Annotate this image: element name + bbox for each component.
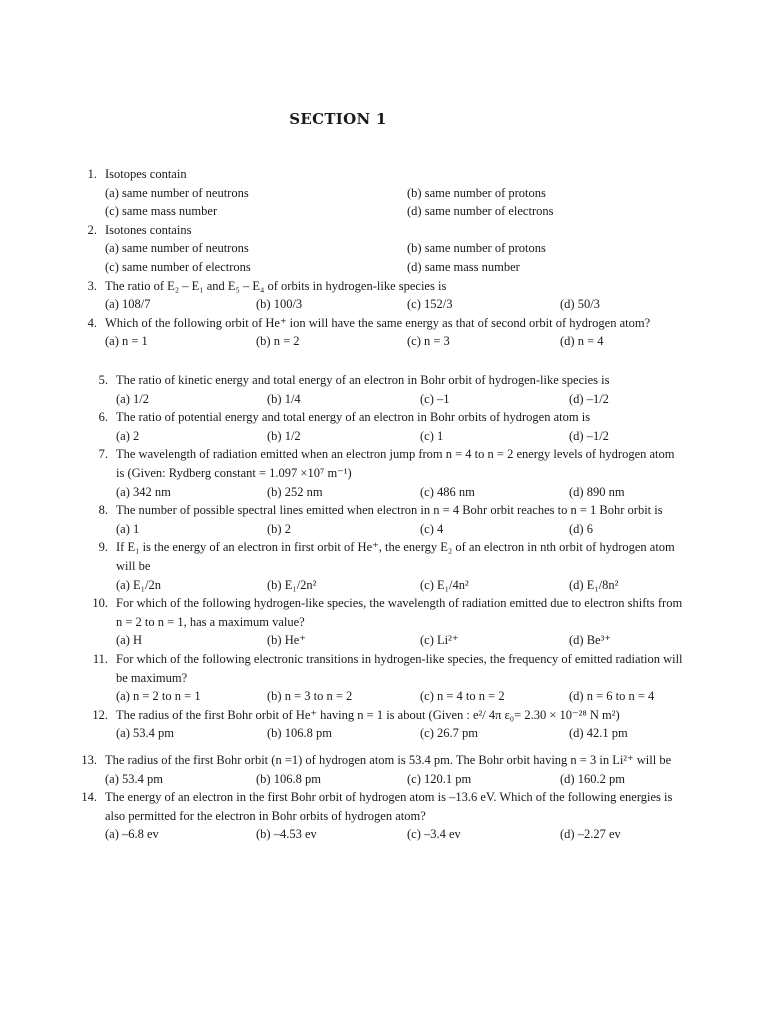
question [0,706,720,743]
answer-option[interactable]: (d) 42.1 pm [569,726,628,741]
options-row [0,483,720,502]
answer-option[interactable]: (b) 1/4 [267,391,301,406]
question-number: 1. [87,167,97,181]
question-number: 13. [81,753,97,767]
options-row [0,687,720,706]
question-number: 12. [92,707,108,722]
question-text: The number of possible spectral lines emitted when electron in n = 4 Bohr orbit reaches to n = 1 Bohr orbit is [116,503,663,518]
answer-option[interactable]: (a) same number of neutrons [105,241,249,256]
answer-option[interactable]: (c) –1 [420,391,450,406]
answer-option[interactable]: (c) 26.7 pm [420,726,478,741]
answer-option[interactable]: (c) 152/3 [407,297,453,312]
answer-option[interactable]: (c) 486 nm [420,484,475,499]
question-text: For which of the following electronic transitions in hydrogen-like species, the frequency of emitted radiation will [116,651,683,666]
question-text: The ratio of kinetic energy and total energy of an electron in Bohr orbit of hydrogen-like species is [116,373,610,387]
answer-option[interactable]: (c) n = 4 to n = 2 [420,689,505,704]
answer-option[interactable]: (c) same mass number [105,204,218,219]
answer-option[interactable]: (a) n = 1 [105,334,148,349]
question-group [0,165,720,351]
answer-option[interactable]: (c) Li²⁺ [420,633,459,648]
options-row [0,825,720,844]
question [0,594,720,650]
answer-option[interactable]: (a) 53.4 pm [116,726,174,741]
question [0,751,720,788]
question-number: 9. [98,540,108,555]
options-row [0,390,720,409]
question-number: 14. [81,790,97,805]
question-text: If E₁ is the energy of an electron in first orbit of He⁺, the energy E₂ of an electron in nth orbit of hydrogen atom [116,540,675,555]
answer-option[interactable]: (c) same number of electrons [105,259,251,274]
answer-option[interactable]: (b) 2 [267,521,291,536]
question-number: 3. [87,278,97,293]
answer-option[interactable]: (a) n = 2 to n = 1 [116,689,201,704]
answer-option[interactable]: (b) 1/2 [267,428,301,443]
options-row [0,184,720,203]
question-number: 10. [92,596,108,611]
answer-option[interactable]: (c) 120.1 pm [407,771,472,786]
question-text: The ratio of E₂ – E₁ and E₅ – E₄ of orbits in hydrogen-like species is [105,278,447,293]
answer-option[interactable]: (d) same mass number [407,259,520,274]
answer-option[interactable]: (d) n = 6 to n = 4 [569,689,655,704]
question-text: The energy of an electron in the first Bohr orbit of hydrogen atom is –13.6 eV. Which of the following energies is [105,790,673,805]
answer-option[interactable]: (c) –3.4 ev [407,827,461,842]
question-text-continued: will be [116,558,151,573]
question-number: 5. [98,373,108,387]
question-text-continued: also permitted for the electron in Bohr orbits of hydrogen atom? [105,808,426,823]
question-text-continued: be maximum? [116,670,188,685]
answer-option[interactable]: (c) 1 [420,428,444,443]
question [0,371,720,408]
answer-option[interactable]: (b) 100/3 [256,297,303,312]
answer-option[interactable]: (d) 160.2 pm [560,771,625,786]
question-group [0,751,720,844]
answer-option[interactable]: (d) n = 4 [560,334,604,349]
answer-option[interactable]: (a) same number of neutrons [105,185,249,200]
question-text: The ratio of potential energy and total energy of an electron in Bohr orbits of hydrogen atom is [116,410,591,425]
options-row [0,427,720,446]
options-row [0,258,720,277]
answer-option[interactable]: (a) –6.8 ev [105,827,159,842]
section-title: SECTION 1 [289,110,387,128]
question [0,277,720,314]
question [0,538,720,594]
options-row [0,520,720,539]
answer-option[interactable]: (d) –1/2 [569,428,609,443]
question-number: 4. [87,315,97,330]
question-number: 2. [87,222,97,237]
options-row [0,202,720,221]
question [0,221,720,277]
question-number: 11. [92,651,108,666]
answer-option[interactable]: (a) 108/7 [105,297,151,312]
answer-option[interactable]: (b) same number of protons [407,241,546,256]
question-text: Which of the following orbit of He⁺ ion will have the same energy as that of second orbit of hydrogen atom? [105,315,651,330]
answer-option[interactable]: (c) E₁/4n² [420,577,469,592]
options-row [0,770,720,789]
answer-option[interactable]: (b) 106.8 pm [256,771,321,786]
answer-option[interactable]: (b) n = 3 to n = 2 [267,689,353,704]
question-text-continued: n = 2 to n = 1, has a maximum value? [116,614,305,629]
question-number: 6. [98,410,108,425]
answer-option[interactable]: (b) He⁺ [267,633,306,648]
options-row [0,576,720,595]
question-text: The radius of the first Bohr orbit (n =1) of hydrogen atom is 53.4 pm. The Bohr orbit having n = 3 in Li²⁺ will be [105,753,672,767]
answer-option[interactable]: (d) 6 [569,521,593,536]
options-row [0,724,720,743]
answer-option[interactable]: (d) 890 nm [569,484,625,499]
question-text-continued: is (Given: Rydberg constant = 1.097 ×10⁷ m⁻¹) [116,465,352,480]
options-row [0,295,720,314]
question-group [0,371,720,743]
options-row [0,631,720,650]
answer-option[interactable]: (b) n = 2 [256,334,300,349]
question-number: 7. [98,447,108,462]
question [0,650,720,706]
question-text: The wavelength of radiation emitted when an electron jump from n = 4 to n = 2 energy levels of hydrogen atom [116,447,675,462]
question [0,445,720,501]
answer-option[interactable]: (d) E₁/8n² [569,577,619,592]
answer-option[interactable]: (a) 2 [116,428,140,443]
answer-option[interactable]: (c) 4 [420,521,444,536]
question [0,408,720,445]
question-text: Isotones contains [105,222,192,237]
question [0,788,720,844]
options-row [0,332,720,351]
question-text: For which of the following hydrogen-like species, the wavelength of radiation emitted due to electron shifts from [116,596,683,611]
question [0,314,720,351]
question [0,165,720,221]
answer-option[interactable]: (c) n = 3 [407,334,450,349]
answer-option[interactable]: (a) E₁/2n [116,577,161,592]
question-text: Isotopes contain [105,167,187,181]
answer-option[interactable]: (d) 50/3 [560,297,600,312]
answer-option[interactable]: (b) –4.53 ev [256,827,317,842]
answer-option[interactable]: (d) Be³⁺ [569,633,611,648]
answer-option[interactable]: (b) same number of protons [407,185,546,200]
answer-option[interactable]: (d) –1/2 [569,391,609,406]
answer-option[interactable]: (d) –2.27 ev [560,827,621,842]
answer-option[interactable]: (b) 106.8 pm [267,726,332,741]
answer-option[interactable]: (a) 1 [116,521,140,536]
answer-option[interactable]: (b) E₁/2n² [267,577,317,592]
question [0,501,720,538]
answer-option[interactable]: (a) 1/2 [116,391,149,406]
answer-option[interactable]: (d) same number of electrons [407,204,554,219]
answer-option[interactable]: (b) 252 nm [267,484,323,499]
answer-option[interactable]: (a) 53.4 pm [105,771,163,786]
answer-option[interactable]: (a) 342 nm [116,484,171,499]
answer-option[interactable]: (a) H [116,633,143,648]
question-number: 8. [98,503,108,518]
options-row [0,239,720,258]
question-text: The radius of the first Bohr orbit of He⁺ having n = 1 is about (Given : e²/ 4π ε₀= 2.30 × 10⁻²⁸ N m²) [116,707,620,722]
